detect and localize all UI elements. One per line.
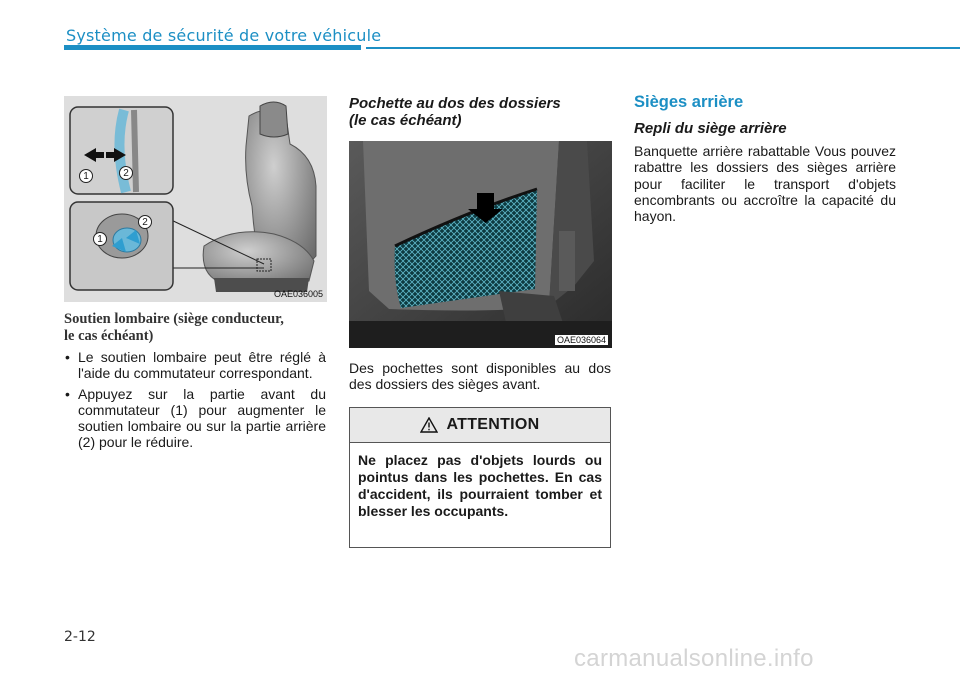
figure-code-lumbar: OAE036005 (273, 289, 323, 299)
attention-header (350, 408, 610, 443)
lumbar-section-title (64, 311, 329, 345)
rear-seat-fold-subheading: Repli du siège arrière (634, 120, 787, 137)
callout-2-top: 2 (119, 166, 133, 180)
figure-code-pocket: OAE036064 (556, 335, 606, 345)
page-number: 2-12 (64, 629, 96, 645)
pocket-section-title (349, 95, 611, 129)
rear-seats-heading: Sièges arrière (634, 93, 744, 111)
callout-1-bottom: 1 (93, 232, 107, 246)
pocket-title-line2: (le cas échéant) (349, 112, 462, 129)
attention-body: Ne placez pas d'objets lourds ou pointus dans les pochettes. En cas d'accident, ils pourraient tomber et blesser les occupants. (358, 452, 602, 519)
seat-pocket-illustration (349, 141, 612, 348)
attention-box (349, 407, 611, 548)
header-rule-thick (64, 45, 361, 50)
lumbar-seat-illustration (64, 96, 327, 302)
header-rule-thin (366, 47, 960, 49)
seat-pocket-figure (349, 141, 612, 348)
section-header-title: Système de sécurité de votre véhicule (66, 26, 382, 45)
rear-seat-paragraph: Banquette arrière rabattable Vous pouvez rabattre les dossiers des sièges arrière pour faciliter le transport d'objets encombrants ou accroître la capacité du hayon. (634, 143, 896, 225)
lumbar-support-figure (64, 96, 327, 302)
warning-triangle-icon (420, 417, 438, 433)
attention-label: ATTENTION (446, 416, 540, 433)
lumbar-bullet-1: • Le soutien lombaire peut être réglé à l'aide du commutateur correspondant. (64, 349, 326, 381)
pocket-paragraph: Des pochettes sont disponibles au dos des dossiers des sièges avant. (349, 360, 611, 392)
callout-1-top: 1 (79, 169, 93, 183)
lumbar-bullet-list (64, 349, 326, 455)
lumbar-title-line2: le cas échéant) (64, 328, 154, 344)
lumbar-title-line1: Soutien lombaire (siège conducteur, (64, 311, 284, 327)
pocket-title-line1: Pochette au dos des dossiers (349, 95, 561, 112)
lumbar-bullet-2: • Appuyez sur la partie avant du commutateur (1) pour augmenter le soutien lombaire ou sur la partie arrière (2) pour le réduire. (64, 386, 326, 450)
watermark-text: carmanualsonline.info (574, 645, 814, 672)
callout-2-bottom: 2 (138, 215, 152, 229)
